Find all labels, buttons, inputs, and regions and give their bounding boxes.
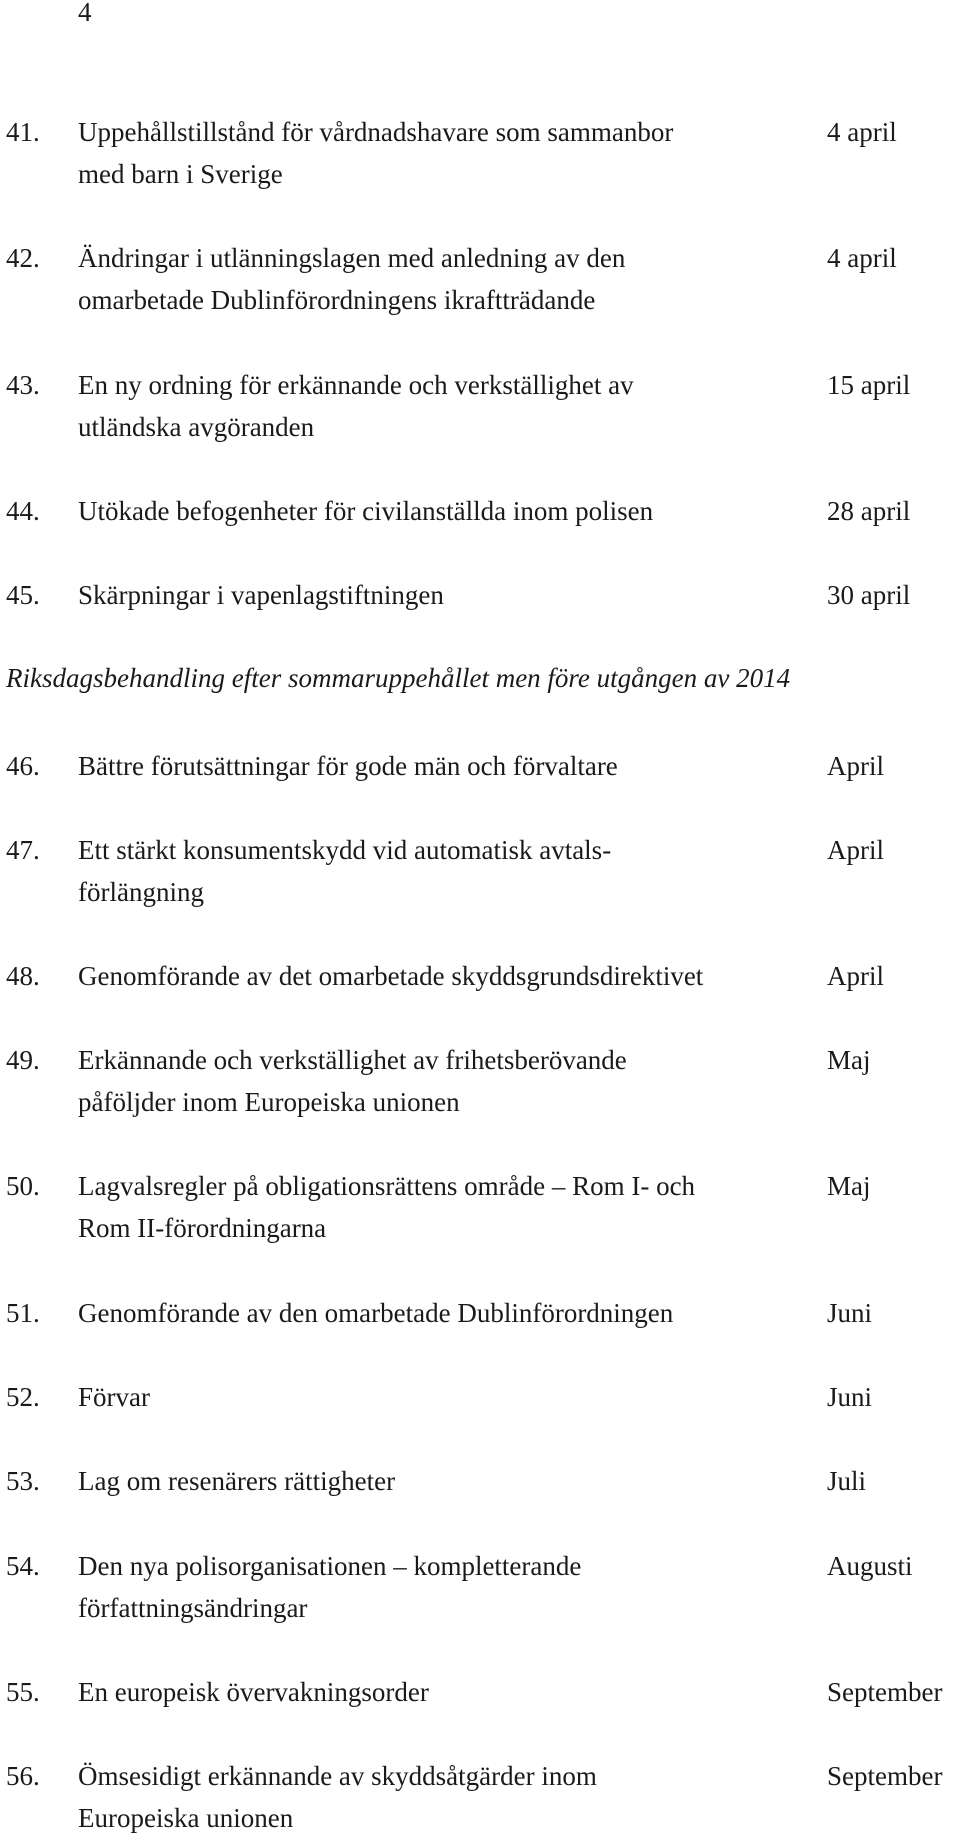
page-number: 4 (78, 0, 92, 27)
item-date: Augusti (827, 1551, 913, 1581)
item-title (78, 955, 778, 997)
item-date: April (827, 961, 884, 991)
item-date: 30 april (827, 580, 911, 610)
item-date: Juli (827, 1466, 867, 1496)
item-title-line: Uppehållstillstånd för vårdnadshavare som sammanbor (78, 117, 674, 147)
item-title-line: Europeiska unionen (78, 1803, 294, 1833)
item-number: 51. (6, 1298, 40, 1328)
item-number: 53. (6, 1466, 40, 1496)
item-title-line: Den nya polisorganisationen – kompletterande (78, 1551, 582, 1581)
item-title-line: Förvar (78, 1382, 150, 1412)
item-title-line: Erkännande och verkställighet av frihetsberövande (78, 1045, 627, 1075)
item-title-line: Ömsesidigt erkännande av skyddsåtgärder inom (78, 1761, 597, 1791)
item-date: 15 april (827, 370, 911, 400)
item-title-line: författningsändringar (78, 1593, 308, 1623)
item-title-line: Genomförande av den omarbetade Dublinförordningen (78, 1298, 674, 1328)
item-title-line: utländska avgöranden (78, 412, 315, 442)
item-title (78, 829, 778, 913)
section-heading: Riksdagsbehandling efter sommaruppehållet men före utgången av 2014 (6, 663, 791, 693)
item-date: April (827, 751, 884, 781)
item-title-line: påföljder inom Europeiska unionen (78, 1087, 460, 1117)
item-number: 47. (6, 835, 40, 865)
item-date: Maj (827, 1171, 871, 1201)
item-date: 4 april (827, 243, 897, 273)
item-number: 52. (6, 1382, 40, 1412)
item-title-line: Lagvalsregler på obligationsrättens område – Rom I- och (78, 1171, 696, 1201)
item-date: April (827, 835, 884, 865)
item-date: Juni (827, 1382, 873, 1412)
item-title-line: Bättre förutsättningar för gode män och förvaltare (78, 751, 618, 781)
item-title-line: Ändringar i utlänningslagen med anledning av den (78, 243, 626, 273)
item-number: 41. (6, 117, 40, 147)
item-title (78, 237, 778, 321)
item-title-line: med barn i Sverige (78, 159, 283, 189)
item-date: 28 april (827, 496, 911, 526)
item-date: Maj (827, 1045, 871, 1075)
item-number: 42. (6, 243, 40, 273)
item-title (78, 490, 778, 532)
item-title-line: Ett stärkt konsumentskydd vid automatisk avtals- (78, 835, 612, 865)
item-number: 56. (6, 1761, 40, 1791)
item-date: September (827, 1761, 943, 1791)
item-number: 48. (6, 961, 40, 991)
item-title (78, 574, 778, 616)
item-number: 54. (6, 1551, 40, 1581)
item-number: 45. (6, 580, 40, 610)
item-title (78, 1545, 778, 1629)
item-number: 44. (6, 496, 40, 526)
item-title-line: omarbetade Dublinförordningens ikraftträdande (78, 285, 596, 315)
item-number: 46. (6, 751, 40, 781)
item-title (78, 1460, 778, 1502)
item-title (78, 1165, 778, 1249)
item-title (78, 1755, 778, 1839)
item-title (78, 745, 778, 787)
item-title-line: En europeisk övervakningsorder (78, 1677, 429, 1707)
item-date: Juni (827, 1298, 873, 1328)
item-title (78, 364, 778, 448)
item-title-line: Rom II-förordningarna (78, 1213, 327, 1243)
item-title-line: Utökade befogenheter för civilanställda inom polisen (78, 496, 654, 526)
item-title (78, 1376, 778, 1418)
item-number: 55. (6, 1677, 40, 1707)
item-number: 49. (6, 1045, 40, 1075)
item-title-line: förlängning (78, 877, 204, 907)
item-title-line: Genomförande av det omarbetade skyddsgrundsdirektivet (78, 961, 704, 991)
item-date: September (827, 1677, 943, 1707)
item-title (78, 1671, 778, 1713)
item-title (78, 1039, 778, 1123)
item-title (78, 111, 778, 195)
item-title (78, 1292, 778, 1334)
item-title-line: Lag om resenärers rättigheter (78, 1466, 396, 1496)
item-number: 43. (6, 370, 40, 400)
item-title-line: Skärpningar i vapenlagstiftningen (78, 580, 444, 610)
item-title-line: En ny ordning för erkännande och verkställighet av (78, 370, 634, 400)
item-date: 4 april (827, 117, 897, 147)
item-number: 50. (6, 1171, 40, 1201)
